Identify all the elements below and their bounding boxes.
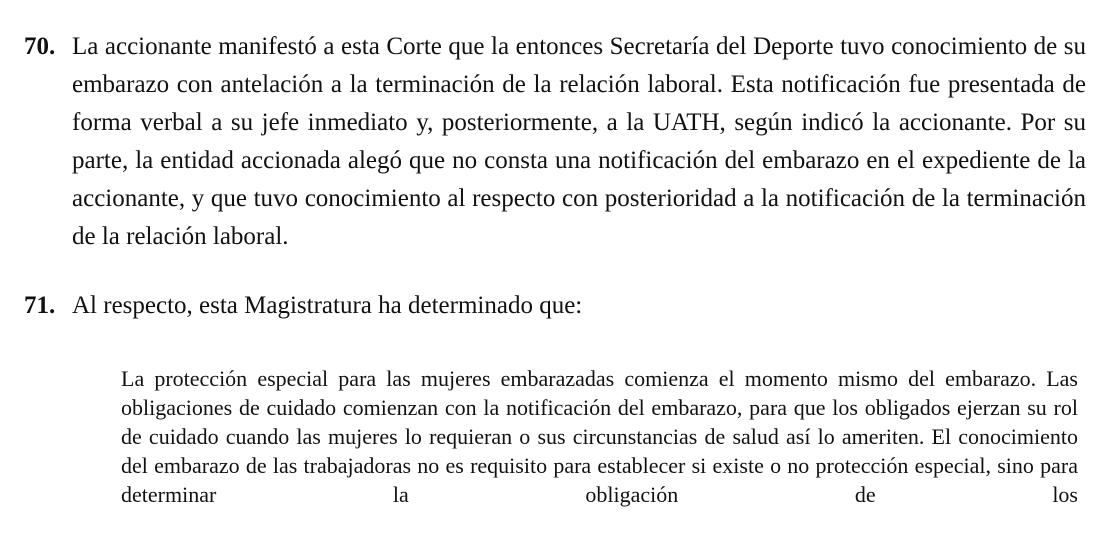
paragraph-70 [24, 28, 1086, 256]
paragraph-text: La accionante manifestó a esta Corte que la entonces Secretaría del Deporte tuvo conocimiento de su embarazo con antelación a la terminación de la relación laboral. Esta notificación fue presentada de forma verbal a su jefe inmediato y, posteriormente, a la UATH, según indicó la accionante. Por su parte, la entidad accionada alegó que no consta una notificación del embarazo en el expediente de la accionante, y que tuvo conocimiento al respecto con posterioridad a la notificación de la terminación de la relación laboral. [72, 33, 1086, 250]
paragraph-number: 70. [24, 33, 56, 60]
block-quote: La protección especial para las mujeres embarazadas comienza el momento mismo del embarazo. Las obligaciones de cuidado comienzan con la notificación del embarazo, para que los obligados ejerzan su rol de cuidado cuando las mujeres lo requieran o sus circunstancias de salud así lo ameriten. El conocimiento del embarazo de las trabajadoras no es requisito para establecer si existe o no protección especial, sino para determinar la obligación de los [121, 366, 1078, 507]
paragraph-71 [24, 287, 1086, 325]
paragraph-text: Al respecto, esta Magistratura ha determinado que: [72, 292, 583, 319]
paragraph-number: 71. [24, 292, 56, 319]
